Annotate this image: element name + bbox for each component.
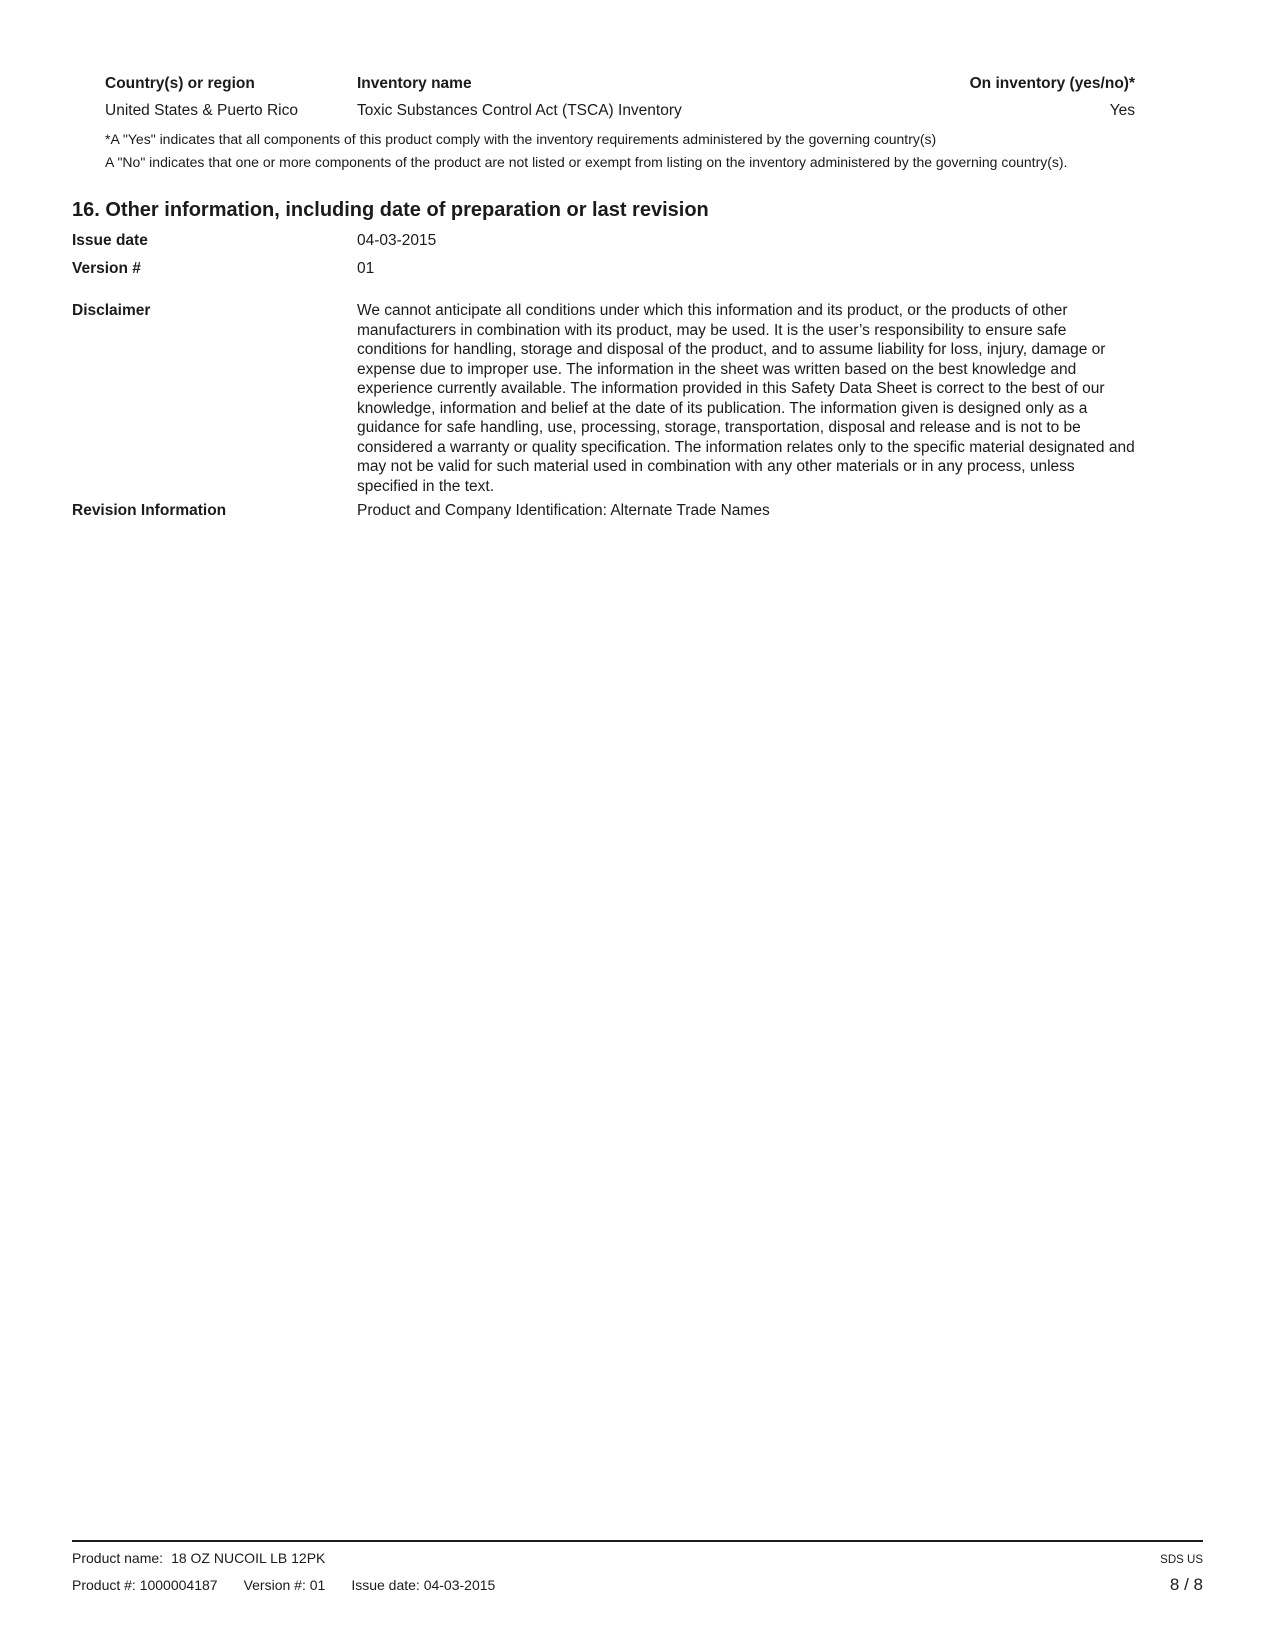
inventory-table-header-row — [105, 74, 1135, 94]
revision-information-label: Revision Information — [72, 502, 227, 519]
inventory-cell-country: United States & Puerto Rico — [105, 102, 298, 119]
footer-product-name-value: 18 OZ NUCOIL LB 12PK — [171, 1550, 326, 1566]
revision-information-value: Product and Company Identification: Alternate Trade Names — [357, 502, 770, 519]
issue-date-value: 04-03-2015 — [357, 232, 437, 249]
inventory-cell-name: Toxic Substances Control Act (TSCA) Inventory — [357, 102, 682, 119]
footer-sds-region: SDS US — [1160, 1554, 1203, 1566]
disclaimer-label: Disclaimer — [72, 302, 151, 319]
footer-product-name-label: Product name: — [72, 1550, 164, 1566]
disclaimer-row — [72, 301, 1137, 496]
inventory-footnote-no: A "No" indicates that one or more components of the product are not listed or exempt from listing on the inventory administered by the governing country(s). — [105, 154, 1068, 170]
version-value: 01 — [357, 259, 375, 277]
section-16-heading: 16. Other information, including date of preparation or last revision — [72, 199, 709, 221]
footer-product-meta — [72, 1576, 495, 1594]
inventory-table-row — [105, 101, 1135, 121]
section-16-content — [72, 231, 1137, 521]
inventory-footnote-yes: *A "Yes" indicates that all components of this product comply with the inventory requirements administered by the governing country(s) — [105, 131, 937, 147]
footer-line-2 — [72, 1576, 1203, 1594]
footer-product-number: Product #: 1000004187 — [72, 1577, 218, 1593]
inventory-cell-on-inventory: Yes — [1109, 102, 1135, 119]
inventory-header-country: Country(s) or region — [105, 75, 255, 92]
inventory-header-on-inventory: On inventory (yes/no)* — [969, 75, 1135, 92]
page-footer — [72, 1540, 1203, 1594]
version-label: Version # — [72, 259, 141, 277]
issue-date-label: Issue date — [72, 232, 148, 249]
revision-information-row — [72, 501, 1137, 521]
footer-line-1 — [72, 1549, 1203, 1569]
footer-page-number: 8 / 8 — [1169, 1575, 1203, 1594]
footer-issue-date: Issue date: 04-03-2015 — [351, 1577, 496, 1593]
version-row — [72, 259, 1137, 279]
footer-version: Version #: 01 — [243, 1577, 326, 1593]
inventory-header-name: Inventory name — [357, 75, 472, 92]
footer-product-name — [72, 1549, 325, 1567]
inventory-table — [105, 74, 1135, 174]
inventory-footnote — [105, 128, 1133, 174]
disclaimer-text: We cannot anticipate all conditions under which this information and its product, or the products of other manufacturers in combination with its product, may be used. It is the user’s responsibility to ensure safe conditions for handling, storage and disposal of the product, and to assume liability for loss, injury, damage or expense due to improper use. The information in the sheet was written based on the best knowledge and experience currently available. The information provided in this Safety Data Sheet is correct to the best of our knowledge, information and belief at the date of its publication. The information given is designed only as a guidance for safe handling, use, processing, storage, transportation, disposal and release and is not to be considered a warranty or quality specification. The information relates only to the specific material designated and may not be valid for such material used in combination with any other materials or in any process, unless specified in the text. — [357, 302, 1135, 495]
issue-date-row — [72, 231, 1137, 251]
